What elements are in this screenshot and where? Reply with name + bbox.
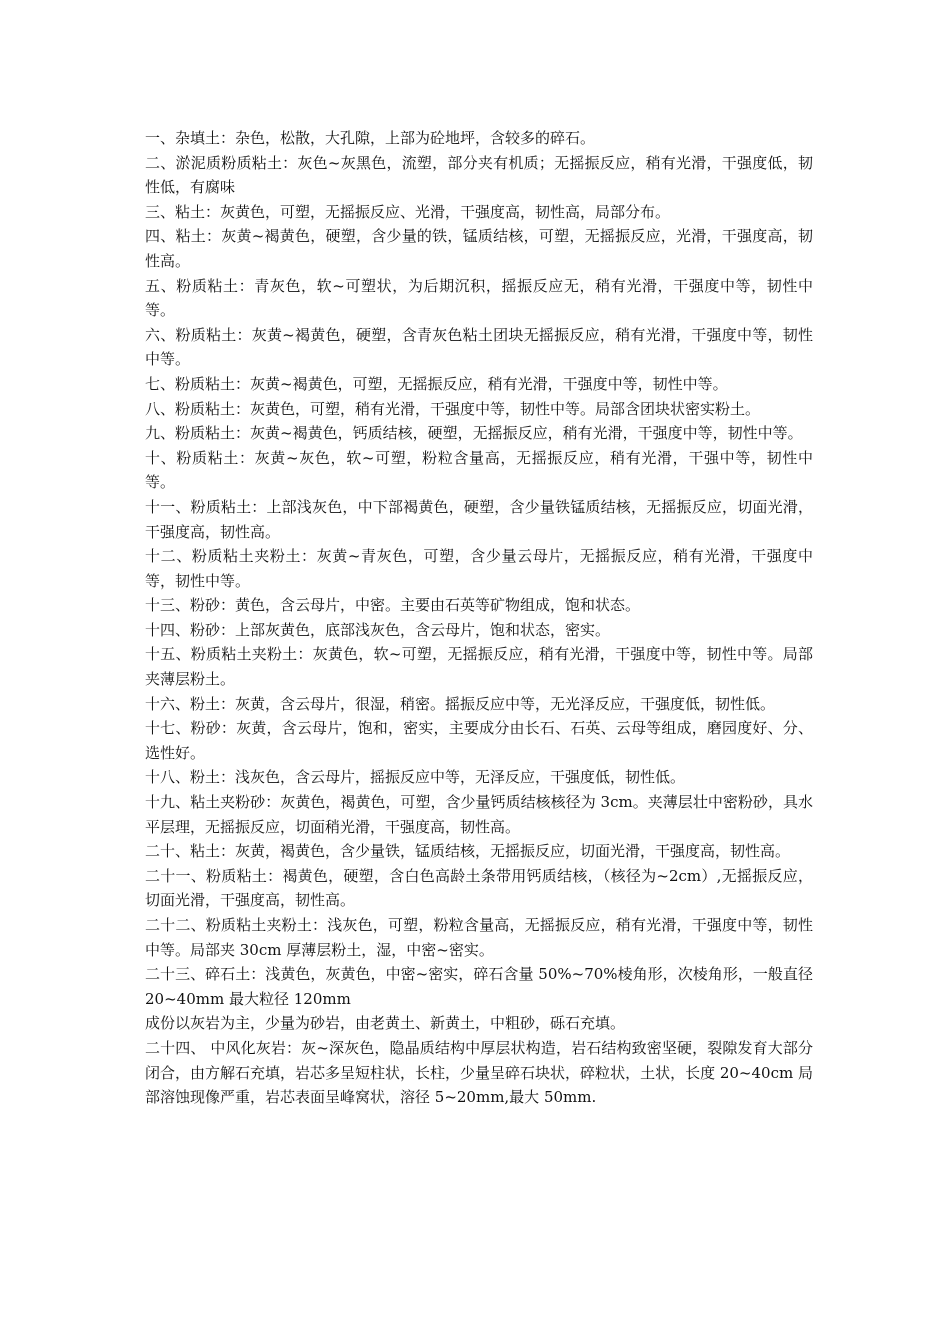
layer-19-paragraph: 十九、粘土夹粉砂：灰黄色，褐黄色，可塑，含少量钙质结核核径为 3cm。夹薄层壮中密粉砂，具水平层理，无摇振反应，切面稍光滑，干强度高，韧性高。 [145, 793, 813, 836]
layer-14-paragraph: 十四、粉砂：上部灰黄色，底部浅灰色，含云母片，饱和状态，密实。 [145, 620, 611, 639]
layer-12-paragraph: 十二、粉质粘土夹粉土：灰黄~青灰色，可塑，含少量云母片，无摇振反应，稍有光滑，干强度中等，韧性中等。 [145, 547, 813, 590]
layer-3-paragraph: 三、粘土：灰黄色，可塑，无摇振反应、光滑，干强度高，韧性高，局部分布。 [145, 202, 671, 221]
layer-16-paragraph: 十六、粉土：灰黄，含云母片，很湿，稍密。摇振反应中等，无光泽反应，干强度低，韧性低。 [145, 694, 776, 713]
layer-22-paragraph: 二十二、粉质粘土夹粉土：浅灰色，可塑，粉粒含量高，无摇振反应，稍有光滑，干强度中等，韧性中等。局部夹 30cm 厚薄层粉土，湿，中密~密实。 [145, 916, 813, 959]
layer-5-paragraph: 五、粉质粘土：青灰色，软~可塑状，为后期沉积，摇振反应无，稍有光滑，干强度中等，韧性中等。 [145, 276, 813, 320]
layer-17-paragraph: 十七、粉砂：灰黄，含云母片，饱和，密实，主要成分由长石、石英、云母等组成，磨园度好、分、选性好。 [145, 719, 813, 762]
layer-15-paragraph: 十五、粉质粘土夹粉土：灰黄色，软~可塑，无摇振反应，稍有光滑，干强度中等，韧性中等。局部夹薄层粉土。 [145, 645, 813, 689]
layer-9-paragraph: 九、粉质粘土：灰黄~褐黄色，钙质结核，硬塑，无摇振反应，稍有光滑，干强度中等，韧性中等。 [145, 424, 803, 443]
layer-8-paragraph: 八、粉质粘土：灰黄色，可塑，稍有光滑，干强度中等，韧性中等。局部含团块状密实粉土。 [145, 399, 761, 418]
layer-23-continuation-paragraph: 成份以灰岩为主，少量为砂岩，由老黄土、新黄土，中粗砂，砾石充填。 [145, 1014, 626, 1033]
layer-4-paragraph: 四、粘土：灰黄~褐黄色，硬塑，含少量的铁，锰质结核，可塑，无摇振反应，光滑，干强度高，韧性高。 [145, 227, 813, 270]
layer-11-paragraph: 十一、粉质粘土：上部浅灰色，中下部褐黄色，硬塑，含少量铁锰质结核，无摇振反应，切面光滑，干强度高，韧性高。 [145, 497, 813, 541]
layer-1-paragraph: 一、杂填土：杂色，松散，大孔隙，上部为砼地坪，含较多的碎石。 [145, 129, 596, 147]
layer-10-paragraph: 十、粉质粘土：灰黄~灰色，软~可塑，粉粒含量高，无摇振反应，稍有光滑，干强中等，韧性中等。 [145, 448, 813, 492]
layer-13-paragraph: 十三、粉砂：黄色，含云母片，中密。主要由石英等矿物组成，饱和状态。 [145, 596, 641, 615]
layer-23-paragraph: 二十三、碎石土：浅黄色，灰黄色，中密~密实，碎石含量 50%~70%棱角形，次棱角形，一般直径 20~40mm 最大粒径 120mm [145, 965, 813, 1008]
layer-18-paragraph: 十八、粉土：浅灰色，含云母片，摇振反应中等，无泽反应，干强度低，韧性低。 [145, 768, 686, 787]
layer-7-paragraph: 七、粉质粘土：灰黄~褐黄色，可塑，无摇振反应，稍有光滑，干强度中等，韧性中等。 [145, 374, 728, 393]
document-body [145, 126, 813, 1110]
layer-6-paragraph: 六、粉质粘土：灰黄~褐黄色，硬塑，含青灰色粘土团块无摇振反应，稍有光滑，干强度中等，韧性中等。 [145, 325, 813, 369]
layer-20-paragraph: 二十、粘土：灰黄，褐黄色，含少量铁，锰质结核，无摇振反应，切面光滑，干强度高，韧性高。 [145, 842, 791, 861]
layer-21-paragraph: 二十一、粉质粘土：褐黄色，硬塑，含白色高龄土条带用钙质结核，（核径为~2cm）,无摇振反应，切面光滑，干强度高，韧性高。 [145, 866, 813, 910]
layer-2-paragraph: 二、淤泥质粉质粘土：灰色~灰黑色，流塑，部分夹有机质；无摇振反应，稍有光滑，干强度低，韧性低，有腐味 [145, 153, 813, 197]
layer-24-paragraph: 二十四、 中风化灰岩：灰~深灰色，隐晶质结构中厚层状构造，岩石结构致密坚硬，裂隙发育大部分闭合，由方解石充填，岩芯多呈短柱状，长柱，少量呈碎石块状，碎粒状，土状，长度 20~40cm 局部溶蚀现像严重，岩芯表面呈峰窝状，溶径 5~20mm,最大 50mm. [145, 1038, 813, 1107]
